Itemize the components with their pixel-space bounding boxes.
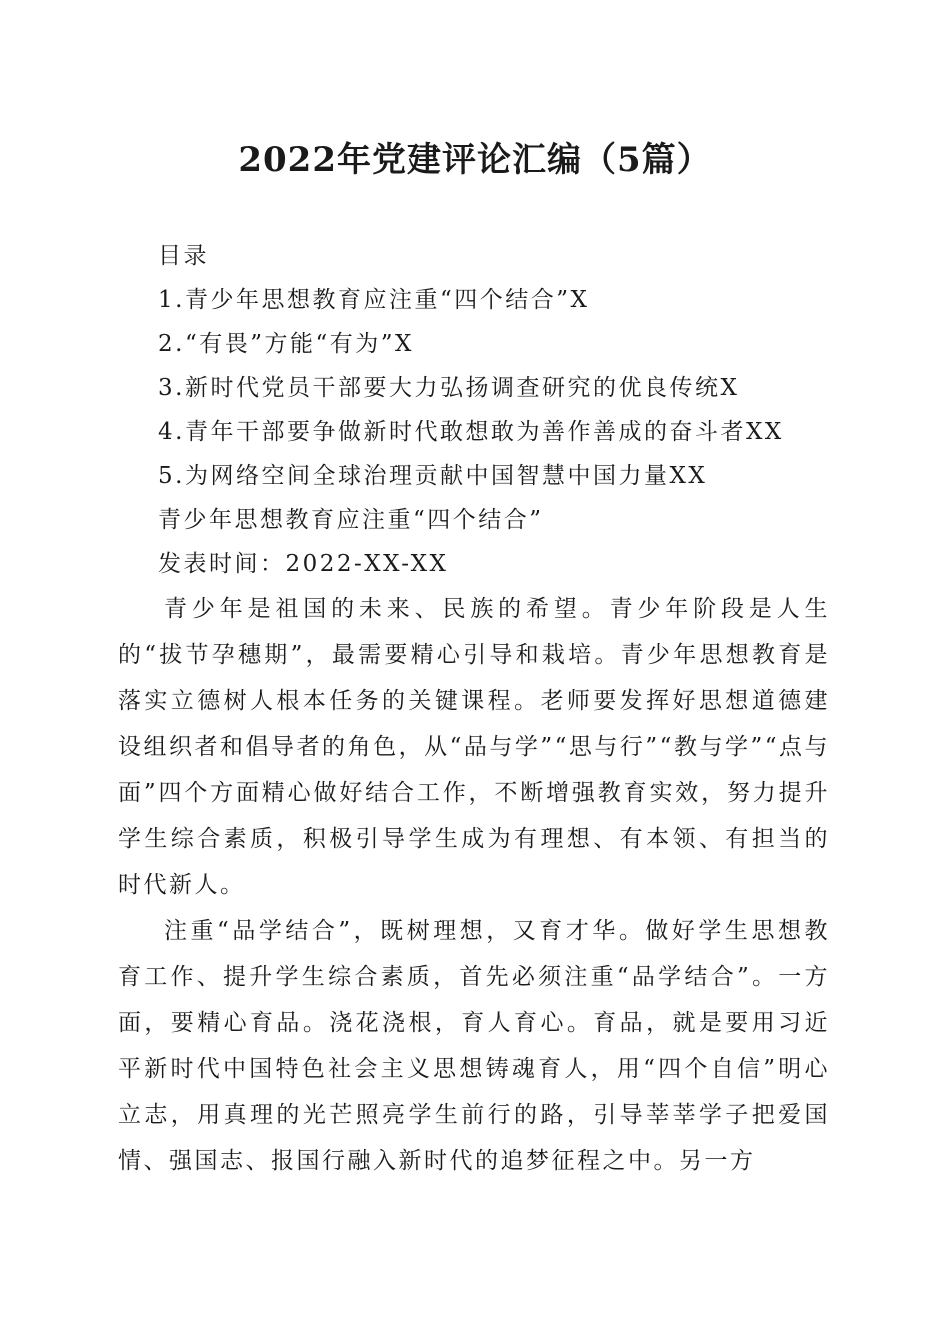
toc-item: 4.青年干部要争做新时代敢想敢为善作善成的奋斗者XX xyxy=(158,419,784,445)
document-title: 2022年党建评论汇编（5篇） xyxy=(238,140,712,180)
toc-heading: 目录 xyxy=(158,243,209,269)
toc-item: 1.青少年思想教育应注重“四个结合”X xyxy=(158,287,590,313)
toc-item: 5.为网络空间全球治理贡献中国智慧中国力量XX xyxy=(158,463,708,489)
paragraph: 青少年是祖国的未来、民族的希望。青少年阶段是人生的“拔节孕穗期”，最需要精心引导和栽培。青少年思想教育是落实立德树人根本任务的关键课程。老师要发挥好思想道德建设组织者和倡导者的角色，从“品与学”“思与行”“教与学”“点与面”四个方面精心做好结合工作，不断增强教育实效，努力提升学生综合素质，积极引导学生成为有理想、有本领、有担当的时代新人。 xyxy=(118,596,830,898)
article-title: 青少年思想教育应注重“四个结合” xyxy=(158,507,544,533)
paragraph: 注重“品学结合”，既树理想，又育才华。做好学生思想教育工作、提升学生综合素质，首先必须注重“品学结合”。一方面，要精心育品。浇花浇根，育人育心。育品，就是要用习近平新时代中国特色社会主义思想铸魂育人，用“四个自信”明心立志，用真理的光芒照亮学生前行的路，引导莘莘学子把爱国情、强国志、报国行融入新时代的追梦征程之中。另一方 xyxy=(118,918,830,1174)
toc-item: 3.新时代党员干部要大力弘扬调查研究的优良传统X xyxy=(158,375,740,401)
table-of-contents xyxy=(158,234,838,586)
article-body xyxy=(118,586,830,1184)
toc-item: 2.“有畏”方能“有为”X xyxy=(158,331,414,357)
publish-time: 发表时间：2022-XX-XX xyxy=(158,551,449,577)
